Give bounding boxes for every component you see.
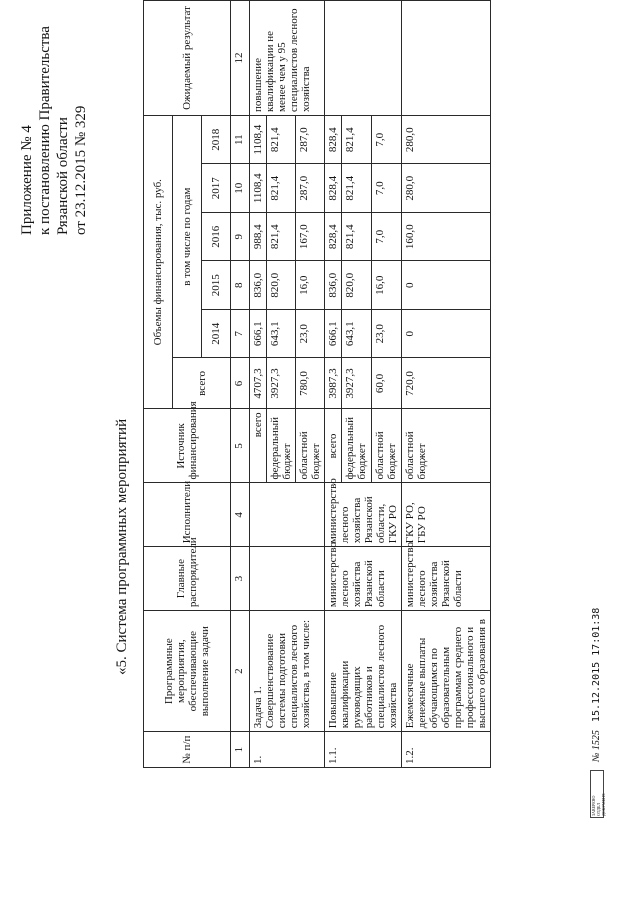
row-year-value: 16,0 bbox=[296, 261, 325, 309]
header-total: всего bbox=[173, 358, 231, 409]
row-year-value: 7,0 bbox=[372, 212, 402, 260]
row-year-value: 643,1 bbox=[342, 309, 372, 357]
row-manager: министерство лесного хозяйства Рязанской области bbox=[325, 547, 402, 611]
row-num: 1. bbox=[250, 732, 325, 768]
row-total: 3987,3 bbox=[325, 358, 342, 409]
row-year-value: 167,0 bbox=[296, 212, 325, 260]
header-year: 2015 bbox=[202, 261, 231, 309]
row-year-value: 836,0 bbox=[250, 261, 267, 309]
column-number: 8 bbox=[231, 261, 250, 309]
row-total: 4707,3 bbox=[250, 358, 267, 409]
column-number: 6 bbox=[231, 358, 250, 409]
row-source: областной бюджет bbox=[296, 409, 325, 483]
document-timestamp: 15.12.2015 17:01:38 bbox=[591, 607, 602, 723]
appendix-line: Рязанской области bbox=[55, 117, 71, 235]
appendix-header bbox=[18, 5, 90, 235]
header-by-years: в том числе по годам bbox=[173, 115, 202, 357]
header-year: 2018 bbox=[202, 115, 231, 164]
row-year-value: 7,0 bbox=[372, 115, 402, 164]
row-source: всего bbox=[325, 409, 342, 483]
row-year-value: 820,0 bbox=[267, 261, 296, 309]
row-year-value: 287,0 bbox=[296, 115, 325, 164]
header-event: Программные мероприятия, обеспечивающие выполнение задачи bbox=[144, 611, 231, 732]
row-total: 3927,3 bbox=[267, 358, 296, 409]
table-row bbox=[325, 1, 342, 768]
column-number: 3 bbox=[231, 547, 250, 611]
row-event: Задача 1. Совершенствование системы подготовки специалистов лесного хозяйства, в том числе: bbox=[250, 611, 325, 732]
row-result bbox=[402, 1, 491, 116]
row-year-value: 821,4 bbox=[267, 164, 296, 212]
row-year-value: 666,1 bbox=[250, 309, 267, 357]
column-number: 1 bbox=[231, 732, 250, 768]
row-event: Повышение квалификации руководящих работников и специалистов лесного хозяйства bbox=[325, 611, 402, 732]
appendix-line: от 23.12.2015 № 329 bbox=[73, 105, 89, 235]
row-year-value: 821,4 bbox=[342, 115, 372, 164]
row-executor: ГКУ РО, ГБУ РО bbox=[402, 483, 491, 547]
table-row bbox=[250, 1, 267, 768]
row-total: 3927,3 bbox=[342, 358, 372, 409]
header-year: 2016 bbox=[202, 212, 231, 260]
column-number-row bbox=[231, 1, 250, 768]
table-row bbox=[402, 1, 491, 768]
header-executors: Исполнители bbox=[144, 483, 231, 547]
column-number: 9 bbox=[231, 212, 250, 260]
row-source: всего bbox=[250, 409, 267, 483]
row-year-value: 7,0 bbox=[372, 164, 402, 212]
row-year-value: 821,4 bbox=[342, 212, 372, 260]
program-events-table bbox=[143, 0, 491, 768]
row-year-value: 821,4 bbox=[342, 164, 372, 212]
row-year-value: 280,0 bbox=[402, 164, 491, 212]
row-result: повышение квалификации не менее чем у 95 специалистов лесного хозяйства bbox=[250, 1, 325, 116]
row-year-value: 828,4 bbox=[325, 164, 342, 212]
row-year-value: 0 bbox=[402, 261, 491, 309]
row-year-value: 828,4 bbox=[325, 212, 342, 260]
row-manager: министерство лесного хозяйства Рязанской области bbox=[402, 547, 491, 611]
tag-line: ОТДЕЛ bbox=[596, 803, 601, 816]
header-source: Источник финансирования bbox=[144, 409, 231, 483]
row-year-value: 23,0 bbox=[372, 309, 402, 357]
row-source: федеральный бюджет bbox=[342, 409, 372, 483]
document-footer bbox=[588, 458, 606, 818]
row-year-value: 820,0 bbox=[342, 261, 372, 309]
tag-line: ЗАВЕРЕНО bbox=[591, 795, 596, 816]
header-year: 2014 bbox=[202, 309, 231, 357]
appendix-line: к постановлению Правительства bbox=[37, 26, 53, 235]
column-number: 4 bbox=[231, 483, 250, 547]
row-year-value: 160,0 bbox=[402, 212, 491, 260]
row-year-value: 821,4 bbox=[267, 115, 296, 164]
header-year: 2017 bbox=[202, 164, 231, 212]
column-number: 10 bbox=[231, 164, 250, 212]
appendix-line: Приложение № 4 bbox=[19, 125, 35, 235]
header-managers: Главные распорядители bbox=[144, 547, 231, 611]
certification-tag bbox=[590, 770, 604, 818]
row-source: областной бюджет bbox=[402, 409, 491, 483]
row-year-value: 821,4 bbox=[267, 212, 296, 260]
row-year-value: 666,1 bbox=[325, 309, 342, 357]
tag-line: ДОКУМЕНТ. bbox=[601, 793, 606, 816]
row-num: 1.2. bbox=[402, 732, 491, 768]
row-year-value: 280,0 bbox=[402, 115, 491, 164]
row-year-value: 1108,4 bbox=[250, 115, 267, 164]
row-year-value: 0 bbox=[402, 309, 491, 357]
header-volume: Объемы финансирования, тыс. руб. bbox=[144, 115, 173, 409]
section-title: «5. Система программных мероприятий bbox=[114, 418, 130, 675]
document-code: № 1525 bbox=[591, 730, 602, 762]
column-number: 5 bbox=[231, 409, 250, 483]
row-total: 780,0 bbox=[296, 358, 325, 409]
column-number: 12 bbox=[231, 1, 250, 116]
row-year-value: 16,0 bbox=[372, 261, 402, 309]
row-year-value: 287,0 bbox=[296, 164, 325, 212]
row-source: областной бюджет bbox=[372, 409, 402, 483]
row-total: 60,0 bbox=[372, 358, 402, 409]
column-number: 7 bbox=[231, 309, 250, 357]
column-number: 11 bbox=[231, 115, 250, 164]
row-year-value: 643,1 bbox=[267, 309, 296, 357]
row-total: 720,0 bbox=[402, 358, 491, 409]
header-result: Ожидаемый результат bbox=[144, 1, 231, 116]
row-executor bbox=[250, 483, 325, 547]
row-year-value: 988,4 bbox=[250, 212, 267, 260]
column-number: 2 bbox=[231, 611, 250, 732]
row-manager bbox=[250, 547, 325, 611]
row-year-value: 828,4 bbox=[325, 115, 342, 164]
row-source: федеральный бюджет bbox=[267, 409, 296, 483]
row-event: Ежемесячные денежные выплаты обучающимся по образовательным программам среднего профессионального и высшего образования в bbox=[402, 611, 491, 732]
header-num: № п/п bbox=[144, 732, 231, 768]
row-executor: министерство лесного хозяйства Рязанской области, ГКУ РО bbox=[325, 483, 402, 547]
row-year-value: 1108,4 bbox=[250, 164, 267, 212]
row-year-value: 836,0 bbox=[325, 261, 342, 309]
row-result bbox=[325, 1, 402, 116]
row-num: 1.1. bbox=[325, 732, 402, 768]
row-year-value: 23,0 bbox=[296, 309, 325, 357]
